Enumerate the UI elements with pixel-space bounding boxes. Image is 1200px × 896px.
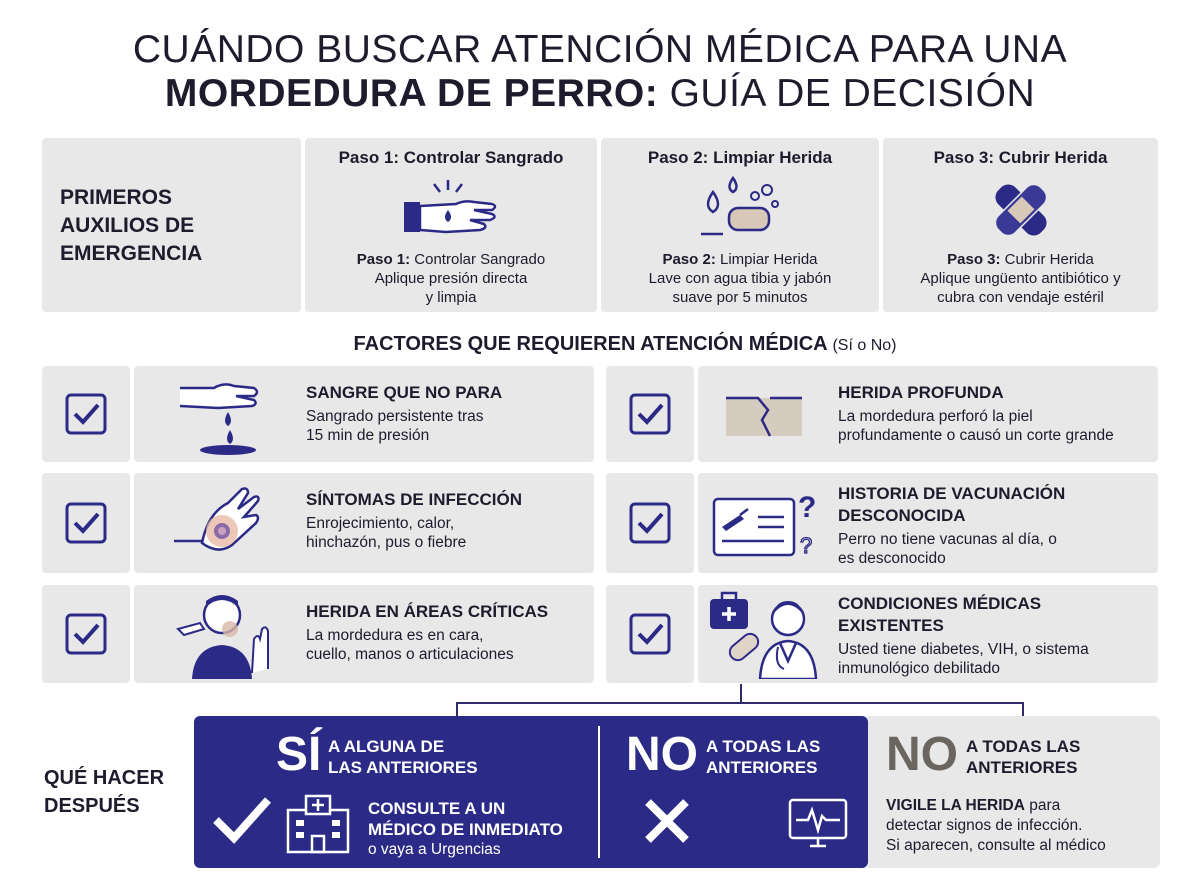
step-3-desc (883, 250, 1158, 307)
step-3-bold: Paso 3: (947, 251, 1001, 268)
page-title (0, 28, 1200, 116)
hospital-icon (286, 792, 350, 859)
factors-heading-text: FACTORES QUE REQUIEREN ATENCIÓN MÉDICA (353, 333, 827, 355)
factor-6-card (698, 585, 1158, 683)
step-2-line2: Lave con agua tibia y jabón (648, 270, 832, 287)
factor-6-title-2: EXISTENTES (838, 616, 944, 635)
checkbox-checked-icon (629, 502, 671, 544)
factor-4-title-2: DESCONOCIDA (838, 506, 966, 525)
first-aid-heading: PRIMEROS AUXILIOS DE EMERGENCIA (60, 186, 203, 265)
title-bold: MORDEDURA DE PERRO: (164, 72, 659, 115)
title-line-2 (0, 72, 1200, 116)
factor-3-card (134, 473, 594, 573)
yes-action-3: o vaya a Urgencias (368, 841, 501, 858)
factor-2-desc-1: La mordedura perforó la piel (838, 408, 1033, 425)
factor-1-card (134, 366, 594, 462)
factor-4-title-1: HISTORIA DE VACUNACIÓN (838, 484, 1066, 503)
no2-action-3: Si aparecen, consulte al médico (886, 837, 1106, 854)
factor-5-desc-2: cuello, manos o articulaciones (306, 646, 514, 663)
factor-5-card (134, 585, 594, 683)
yes-big-text: SÍ (276, 728, 322, 781)
factor-5-desc-1: La mordedura es en cara, (306, 627, 484, 644)
checkmark-icon (212, 794, 272, 849)
step-3-rest: Cubrir Herida (1000, 251, 1094, 268)
factor-2-title: HERIDA PROFUNDA (838, 383, 1004, 402)
factor-6-title (838, 593, 1089, 637)
step-1-card (305, 138, 597, 312)
factor-4-card (698, 473, 1158, 573)
soap-water-icon (601, 168, 879, 250)
step-2-card (601, 138, 879, 312)
factor-4-checkbox[interactable] (606, 473, 694, 573)
factors-heading (0, 333, 1200, 356)
factor-6-checkbox[interactable] (606, 585, 694, 683)
no1-big-text: NO (626, 728, 698, 781)
next-heading (44, 764, 164, 820)
checkbox-checked-icon (65, 393, 107, 435)
step-2-desc (601, 250, 879, 307)
yes-outcome-panel (194, 716, 868, 868)
checkbox-checked-icon (65, 613, 107, 655)
factor-1-desc-2: 15 min de presión (306, 427, 430, 444)
factor-1-checkbox[interactable] (42, 366, 130, 462)
vaccine-card-icon (710, 487, 820, 566)
factor-1-title: SANGRE QUE NO PARA (306, 383, 503, 402)
factor-3-checkbox[interactable] (42, 473, 130, 573)
factor-4-desc-2: es desconocido (838, 550, 946, 567)
step-1-rest: Controlar Sangrado (410, 251, 546, 268)
infected-hand-icon (172, 483, 268, 570)
no2-action-bold: VIGILE LA HERIDA (886, 797, 1025, 814)
next-heading-2: DESPUÉS (44, 795, 140, 817)
factors-heading-note: (Sí o No) (832, 337, 897, 354)
yes-action-1: CONSULTE A UN (368, 799, 506, 818)
factor-5-checkbox[interactable] (42, 585, 130, 683)
connector-stem (740, 684, 742, 702)
no1-label-2: ANTERIORES (706, 758, 818, 777)
factor-6-title-1: CONDICIONES MÉDICAS (838, 594, 1042, 613)
factor-3-desc-1: Enrojecimiento, calor, (306, 515, 455, 532)
no1-big (626, 730, 698, 791)
yes-label-1: A ALGUNA DE (328, 737, 445, 756)
factor-4-desc-1: Perro no tiene vacunas al día, o (838, 531, 1057, 548)
hand-pressure-icon (305, 168, 597, 250)
step-2-rest: Limpiar Herida (715, 251, 818, 268)
yes-label-2: LAS ANTERIORES (328, 758, 478, 777)
yes-action-2: MÉDICO DE INMEDIATO (368, 820, 563, 839)
factor-2-card (698, 366, 1158, 462)
svg-text:?: ? (800, 533, 813, 558)
checkbox-checked-icon (65, 502, 107, 544)
x-icon (642, 796, 692, 851)
step-1-line3: y limpia (425, 289, 477, 306)
step-3-line2: Aplique ungüento antibiótico y (920, 270, 1121, 287)
no2-big-text: NO (886, 728, 958, 781)
bandage-icon (883, 168, 1158, 250)
step-1-bold: Paso 1: (356, 251, 411, 268)
factor-3-desc-2: hinchazón, pus o fiebre (306, 534, 467, 551)
step-2-line3: suave por 5 minutos (672, 289, 808, 306)
factor-6-desc-2: inmunológico debilitado (838, 660, 1001, 677)
step-1-desc (305, 250, 597, 307)
factor-6-desc-1: Usted tiene diabetes, VIH, o sistema (838, 641, 1089, 658)
no2-label-2: ANTERIORES (966, 758, 1078, 777)
monitor-icon (788, 798, 848, 855)
step-1-line2: Aplique presión directa (374, 270, 528, 287)
bleeding-hand-icon (174, 374, 264, 461)
no-outcome-panel (868, 716, 1160, 868)
svg-text:?: ? (798, 491, 817, 524)
yes-no-divider (598, 726, 600, 858)
no2-label (966, 736, 1080, 778)
factor-2-desc-2: profundamente o causó un corte grande (838, 427, 1114, 444)
step-2-header: Paso 2: Limpiar Herida (647, 148, 833, 167)
factor-5-title: HERIDA EN ÁREAS CRÍTICAS (306, 602, 549, 621)
no2-label-1: A TODAS LAS (966, 737, 1081, 756)
no1-label (706, 736, 820, 778)
factor-4-title (838, 483, 1065, 527)
yes-label (328, 736, 478, 778)
step-3-line3: cubra con vendaje estéril (937, 289, 1104, 306)
step-3-card (883, 138, 1158, 312)
checkbox-checked-icon (629, 393, 671, 435)
factor-2-checkbox[interactable] (606, 366, 694, 462)
factor-3-title: SÍNTOMAS DE INFECCIÓN (306, 490, 522, 509)
yes-big (276, 730, 321, 791)
no2-big (886, 730, 958, 791)
critical-area-person-icon (172, 589, 272, 684)
yes-action (368, 798, 563, 860)
doctor-icon (708, 591, 828, 684)
next-heading-1: QUÉ HACER (44, 767, 165, 789)
step-2-bold: Paso 2: (662, 251, 716, 268)
deep-wound-icon (726, 390, 802, 445)
title-line-1: CUÁNDO BUSCAR ATENCIÓN MÉDICA PARA UNA (132, 28, 1068, 71)
no2-action-rest: para (1024, 797, 1061, 814)
step-3-header: Paso 3: Cubrir Herida (933, 148, 1108, 167)
no2-action-2: detectar signos de infección. (886, 817, 1083, 834)
no2-action (886, 796, 1106, 856)
no1-label-1: A TODAS LAS (706, 737, 821, 756)
checkbox-checked-icon (629, 613, 671, 655)
factor-1-desc-1: Sangrado persistente tras (306, 408, 484, 425)
step-1-header: Paso 1: Controlar Sangrado (338, 148, 564, 167)
title-rest: GUÍA DE DECISIÓN (658, 72, 1036, 115)
